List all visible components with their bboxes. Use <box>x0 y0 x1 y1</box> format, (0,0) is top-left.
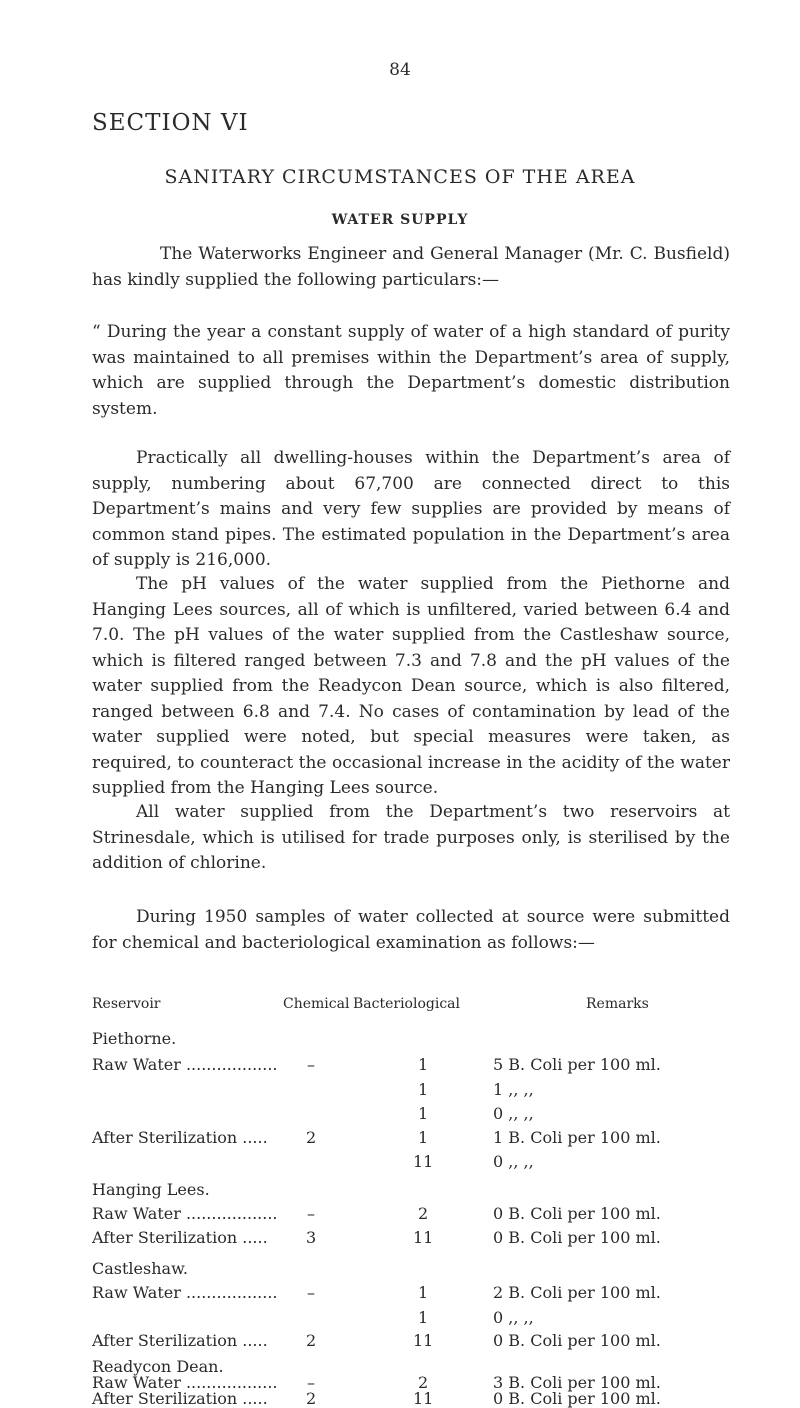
row-chemical: – <box>307 1055 315 1074</box>
group-name: Readycon Dean. <box>92 1357 224 1376</box>
group-name: Hanging Lees. <box>92 1180 210 1199</box>
row-bacteriological: 11 <box>413 1152 434 1171</box>
row-remarks: 3 B. Coli per 100 ml. <box>493 1373 661 1392</box>
row-label: Raw Water .................. <box>92 1204 278 1223</box>
row-bacteriological: 11 <box>413 1389 434 1408</box>
row-chemical: 2 <box>306 1128 317 1147</box>
row-remarks: 0 ,, ,, <box>493 1152 534 1171</box>
paragraph-samples: During 1950 samples of water collected at source were submitted for chemical and bacteriological examination as follows:— <box>92 907 730 953</box>
row-label: Raw Water .................. <box>92 1373 278 1392</box>
page-subtitle: WATER SUPPLY <box>331 212 469 228</box>
row-remarks: 0 B. Coli per 100 ml. <box>493 1389 661 1408</box>
row-bacteriological: 11 <box>413 1331 434 1350</box>
row-bacteriological: 1 <box>418 1080 429 1099</box>
row-remarks: 0 B. Coli per 100 ml. <box>493 1204 661 1223</box>
row-remarks: 5 B. Coli per 100 ml. <box>493 1055 661 1074</box>
group-name: Castleshaw. <box>92 1259 188 1278</box>
header-chemical: Chemical <box>283 996 350 1012</box>
row-bacteriological: 1 <box>418 1128 429 1147</box>
page-number: 84 <box>389 60 411 80</box>
row-remarks: 2 B. Coli per 100 ml. <box>493 1283 661 1302</box>
paragraph-intro: The Waterworks Engineer and General Manager (Mr. C. Busfield) has kindly supplied the following particulars:— <box>92 244 730 290</box>
row-remarks: 0 B. Coli per 100 ml. <box>493 1228 661 1247</box>
row-bacteriological: 2 <box>418 1204 429 1223</box>
row-remarks: 0 ,, ,, <box>493 1104 534 1123</box>
row-bacteriological: 1 <box>418 1283 429 1302</box>
header-remarks: Remarks <box>586 996 649 1012</box>
paragraph-dwellings: Practically all dwelling-houses within the Department’s area of supply, numbering about 67,700 are connected direct to this Department’s mains and very few supplies are provided by means of common stand pipes. The estimated population in the Department’s area of supply is 216,000. <box>92 448 730 570</box>
row-remarks: 1 B. Coli per 100 ml. <box>493 1128 661 1147</box>
header-bacteriological: Bacteriological <box>353 996 460 1012</box>
row-bacteriological: 11 <box>413 1228 434 1247</box>
row-remarks: 0 ,, ,, <box>493 1308 534 1327</box>
row-label: After Sterilization ..... <box>92 1228 268 1247</box>
paragraph-strinesdale: All water supplied from the Department’s two reservoirs at Strinesdale, which is utilised for trade purposes only, is sterilised by the addition of chlorine. <box>92 802 730 873</box>
row-bacteriological: 1 <box>418 1308 429 1327</box>
section-label: SECTION VI <box>92 110 249 136</box>
row-remarks: 1 ,, ,, <box>493 1080 534 1099</box>
page-title: SANITARY CIRCUMSTANCES OF THE AREA <box>164 166 636 188</box>
header-reservoir: Reservoir <box>92 996 161 1012</box>
row-chemical: 2 <box>306 1331 317 1350</box>
row-bacteriological: 2 <box>418 1373 429 1392</box>
row-chemical: – <box>307 1373 315 1392</box>
row-label: Raw Water .................. <box>92 1283 278 1302</box>
row-label: After Sterilization ..... <box>92 1128 268 1147</box>
paragraph-supply: “ During the year a constant supply of water of a high standard of purity was maintained to all premises within the Department’s area of supply, which are supplied through the Department’s domestic distribution system. <box>92 322 730 419</box>
row-label: After Sterilization ..... <box>92 1389 268 1408</box>
row-bacteriological: 1 <box>418 1055 429 1074</box>
row-label: Raw Water .................. <box>92 1055 278 1074</box>
group-name: Piethorne. <box>92 1029 177 1048</box>
row-chemical: – <box>307 1204 315 1223</box>
row-bacteriological: 1 <box>418 1104 429 1123</box>
paragraph-ph-values: The pH values of the water supplied from the Piethorne and Hanging Lees sources, all of which is unfiltered, varied between 6.4 and 7.0. The pH values of the water supplied from the Castleshaw source, which is filtered ranged between 7.3 and 7.8 and the pH values of the water supplied from the Readycon Dean source, which is also filtered, ranged between 6.8 and 7.4. No cases of contamination by lead of the water supplied were noted, but special measures were taken, as required, to counteract the occasional increase in the acidity of the water supplied from the Hanging Lees source. <box>92 574 730 798</box>
row-remarks: 0 B. Coli per 100 ml. <box>493 1331 661 1350</box>
row-label: After Sterilization ..... <box>92 1331 268 1350</box>
row-chemical: 3 <box>306 1228 317 1247</box>
row-chemical: 2 <box>306 1389 317 1408</box>
row-chemical: – <box>307 1283 315 1302</box>
